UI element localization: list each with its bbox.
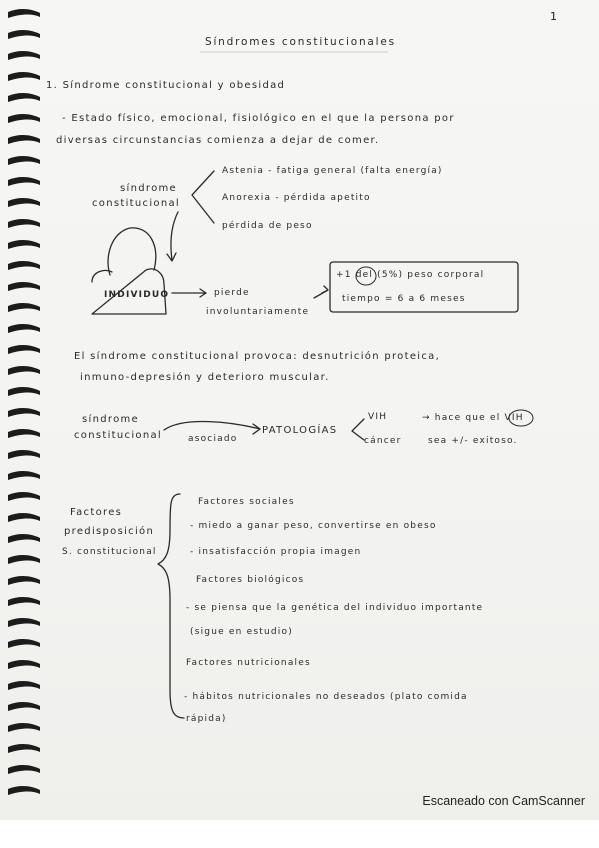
pathology-arrow	[164, 422, 260, 434]
diagram-root-2: constitucional	[92, 198, 180, 209]
factors-label-3: S. constitucional	[62, 547, 157, 557]
scanner-watermark: Escaneado con CamScanner	[422, 794, 585, 808]
weight-loss-box	[330, 262, 518, 312]
pathology-split	[352, 419, 364, 440]
box-line-2: tiempo = 6 a 6 meses	[342, 294, 466, 304]
arrow-to-pierde	[172, 289, 206, 297]
person-head	[108, 228, 156, 275]
pathology-cancer: cáncer	[364, 436, 402, 446]
person-body	[92, 269, 166, 314]
branch-bracket	[192, 171, 214, 223]
arrow-to-box	[314, 286, 328, 298]
pathology-cancer-note: sea +/- exitoso.	[428, 436, 518, 446]
factor-item-5: - se piensa que la genética del individuo importante	[186, 603, 484, 613]
pathology-left-1: síndrome	[82, 414, 139, 425]
person-label: INDIVIDUO	[104, 290, 170, 300]
factor-item-1: Factores sociales	[198, 497, 295, 507]
pathology-left-2: constitucional	[74, 430, 162, 441]
pathology-arrow-label: asociado	[188, 434, 238, 444]
percent-circle	[356, 267, 376, 285]
factors-brace	[158, 494, 184, 718]
pathology-middle: PATOLOGÍAS	[262, 425, 338, 436]
branch-anorexia: Anorexia - pérdida apetito	[222, 193, 371, 203]
section-heading: 1. Síndrome constitucional y obesidad	[46, 80, 286, 91]
factor-item-2: - miedo a ganar peso, convertirse en obeso	[190, 521, 437, 531]
note-line-2: inmuno-depresión y deterioro muscular.	[80, 372, 330, 383]
diagram-root-1: síndrome	[120, 183, 177, 194]
factor-item-6: (sigue en estudio)	[190, 627, 293, 637]
factor-item-8: - hábitos nutricionales no deseados (plato comida	[184, 692, 468, 702]
box-line-1: +1 del (5%) peso corporal	[336, 270, 485, 280]
factor-item-9: rápida)	[186, 714, 227, 724]
branch-astenia: Astenia - fatiga general (falta energía)	[222, 166, 443, 176]
branch-perdida-peso: pérdida de peso	[222, 221, 313, 231]
arrow-sublabel: involuntariamente	[206, 307, 310, 317]
page-title: Síndromes constitucionales	[205, 36, 396, 48]
pathology-vih: VIH	[368, 412, 388, 422]
vih-circle	[509, 410, 533, 426]
page-number: 1	[550, 10, 557, 23]
pathology-vih-note: → hace que el VIH	[422, 413, 524, 423]
factor-item-3: - insatisfacción propia imagen	[190, 547, 362, 557]
factor-item-7: Factores nutricionales	[186, 658, 311, 668]
branch-arrow	[171, 212, 178, 260]
factor-item-4: Factores biológicos	[196, 575, 305, 585]
definition-line-1: - Estado físico, emocional, fisiológico en el que la persona por	[62, 113, 455, 124]
definition-line-2: diversas circunstancias comienza a dejar de comer.	[56, 135, 380, 146]
factors-label-1: Factores	[70, 507, 123, 518]
note-line-1: El síndrome constitucional provoca: desnutrición proteica,	[74, 351, 441, 362]
arrow-label-pierde: pierde	[214, 288, 250, 298]
factors-label-2: predisposición	[64, 526, 155, 537]
